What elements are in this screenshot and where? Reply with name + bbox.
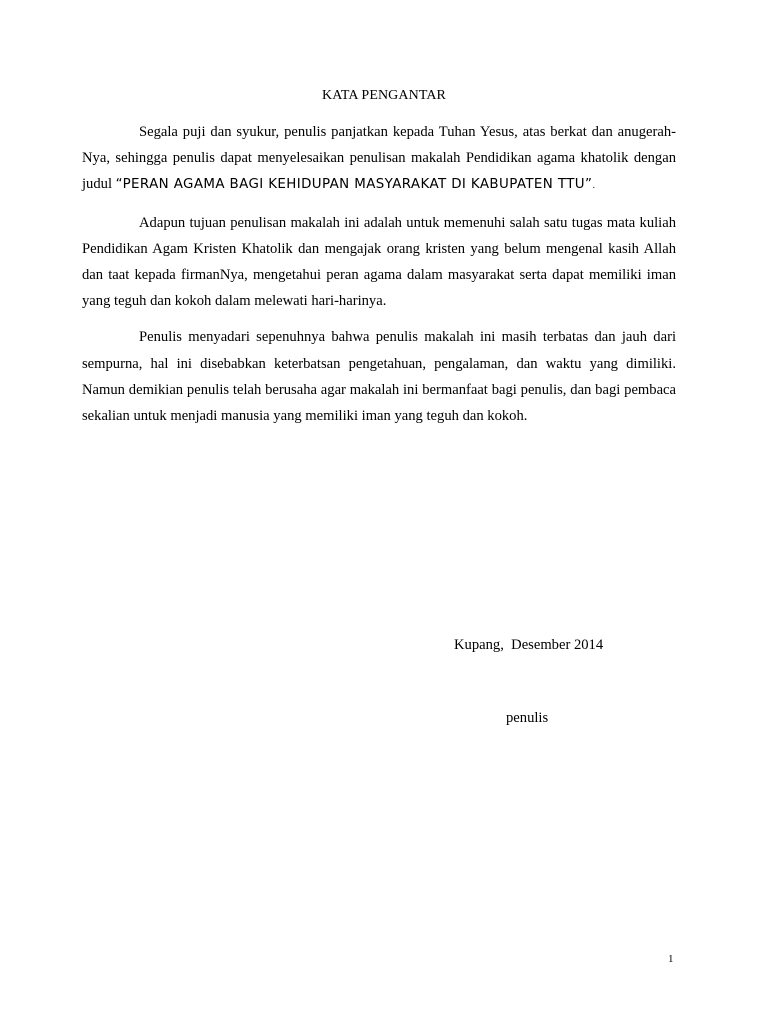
paragraph-purpose: Adapun tujuan penulisan makalah ini adalah untuk memenuhi salah satu tugas mata kuliah Pendidikan Agam Kristen Khatolik dan mengajak orang kristen yang belum mengenal kasih Allah dan taat kepada firmanNya, mengetahui peran agama dalam masyarakat serta dapat memiliki iman yang teguh dan kokoh dalam melewati hari-harinya. <box>82 214 676 310</box>
body-text <box>82 119 676 439</box>
place-and-date: Kupang, Desember 2014 <box>454 637 604 653</box>
paragraph-intro-text: Segala puji dan syukur, penulis panjatkan kepada Tuhan Yesus, atas berkat dan anugerah-Nya, sehingga penulis dapat menyelesaikan penulisan makalah Pendidikan agama khatolik dengan judul <box>82 124 676 193</box>
paragraph-intro <box>82 119 676 200</box>
paper-title-quote: “PERAN AGAMA BAGI KEHIDUPAN MASYARAKAT DI KABUPATEN TTU” <box>115 177 593 193</box>
page-number: 1 <box>668 953 674 965</box>
paragraph-acknowledgement: Penulis menyadari sepenuhnya bahwa penulis makalah ini masih terbatas dan jauh dari sempurna, hal ini disebabkan keterbatsan pengetahuan, pengalaman, dan waktu yang dimiliki. Namun demikian penulis telah berusaha agar makalah ini bermanfaat bagi penulis, dan bagi pembaca sekalian untuk menjadi manusia yang memiliki iman yang teguh dan kokoh. <box>82 329 676 425</box>
paper-title-period: . <box>592 181 596 192</box>
page-title: KATA PENGANTAR <box>322 88 446 103</box>
signature-name: penulis <box>506 710 549 726</box>
